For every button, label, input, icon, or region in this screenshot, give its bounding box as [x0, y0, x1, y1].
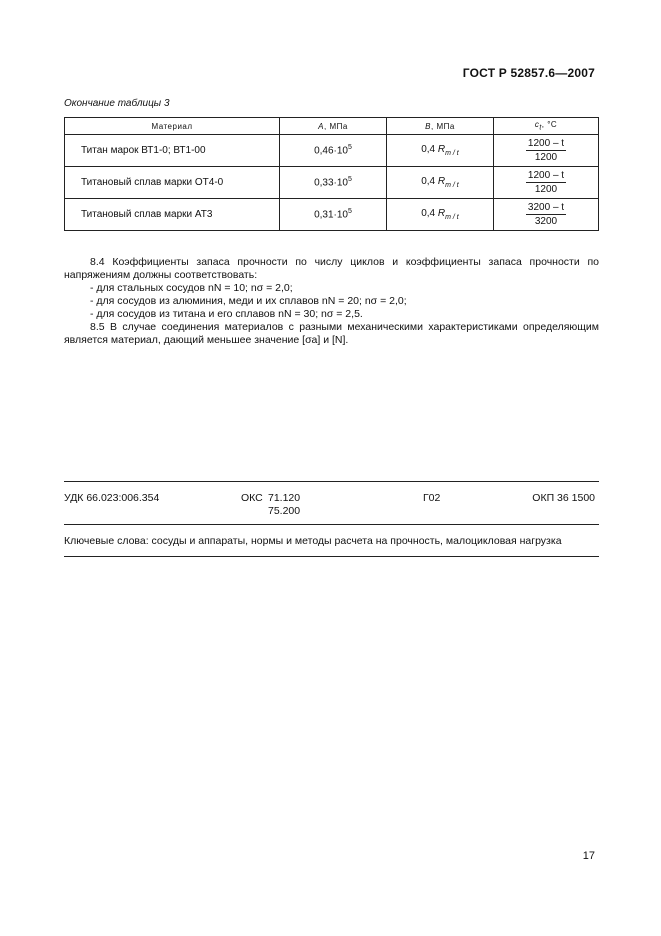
col-c: $c_t$, °C: [494, 118, 599, 135]
group-code: Г02: [423, 492, 441, 504]
cell-c: [494, 167, 599, 199]
keywords: Ключевые слова: сосуды и аппараты, нормы и методы расчета на прочность, малоцикловая нагрузка: [64, 535, 562, 547]
cell-material: Титан марок ВТ1-0; ВТ1-00: [65, 135, 280, 167]
cell-b: 0,4 $R_{m / t}$: [387, 135, 494, 167]
cell-a: $0,33\cdot 10^5$: [280, 167, 387, 199]
table-header-row: [65, 118, 599, 135]
fraction: $\frac{3200 - t}{3200}$: [527, 202, 565, 227]
footer-top-rule: [64, 481, 599, 482]
udk-code: УДК 66.023:006.354: [64, 492, 160, 504]
col-a: A, МПа: [280, 118, 387, 135]
cell-material: Титановый сплав марки АТ3: [65, 199, 280, 231]
table-caption: Окончание таблицы 3: [64, 98, 170, 109]
footer-bottom-rule: [64, 556, 599, 557]
oks-code-2: 75.200: [268, 505, 301, 517]
fraction: $\frac{1200 - t}{1200}$: [527, 138, 565, 163]
oks-code-1: 71.120: [268, 492, 301, 504]
standard-number: ГОСТ Р 52857.6—2007: [462, 66, 595, 80]
section-8-5: 8.5 В случае соединения материалов с разными механическими характеристиками определяющим является материал, дающий меньшее значение [σa] и [N].: [64, 321, 599, 346]
cell-a: $0,46\cdot 10^5$: [280, 135, 387, 167]
table-row: [65, 167, 599, 199]
table-row: [65, 199, 599, 231]
cell-material: Титановый сплав марки ОТ4-0: [65, 167, 280, 199]
oks-label: ОКС: [241, 492, 263, 504]
list-item-aluminium: - для сосудов из алюминия, меди и их сплавов nN = 20; nσ = 2,0;: [90, 295, 407, 307]
table-row: [65, 135, 599, 167]
col-b: B, МПа: [387, 118, 494, 135]
footer-middle-rule: [64, 524, 599, 525]
fraction: $\frac{1200 - t}{1200}$: [527, 170, 565, 195]
section-8-4-intro: 8.4 Коэффициенты запаса прочности по числу циклов и коэффициенты запаса прочности по напряжениям должны соответствовать:: [64, 256, 599, 281]
list-item-titanium: - для сосудов из титана и его сплавов nN = 30; nσ = 2,5.: [90, 308, 363, 320]
cell-c: [494, 135, 599, 167]
coefficients-table: [64, 117, 599, 231]
cell-b: 0,4 $R_{m / t}$: [387, 199, 494, 231]
cell-b: 0,4 $R_{m / t}$: [387, 167, 494, 199]
list-item-steel: - для стальных сосудов nN = 10; nσ = 2,0;: [90, 282, 293, 294]
page-number: 17: [582, 850, 595, 862]
cell-a: $0,31\cdot 10^5$: [280, 199, 387, 231]
col-material: Материал: [65, 118, 280, 135]
okp-code: ОКП 36 1500: [532, 492, 595, 504]
section-8-4: [64, 256, 599, 321]
cell-c: [494, 199, 599, 231]
